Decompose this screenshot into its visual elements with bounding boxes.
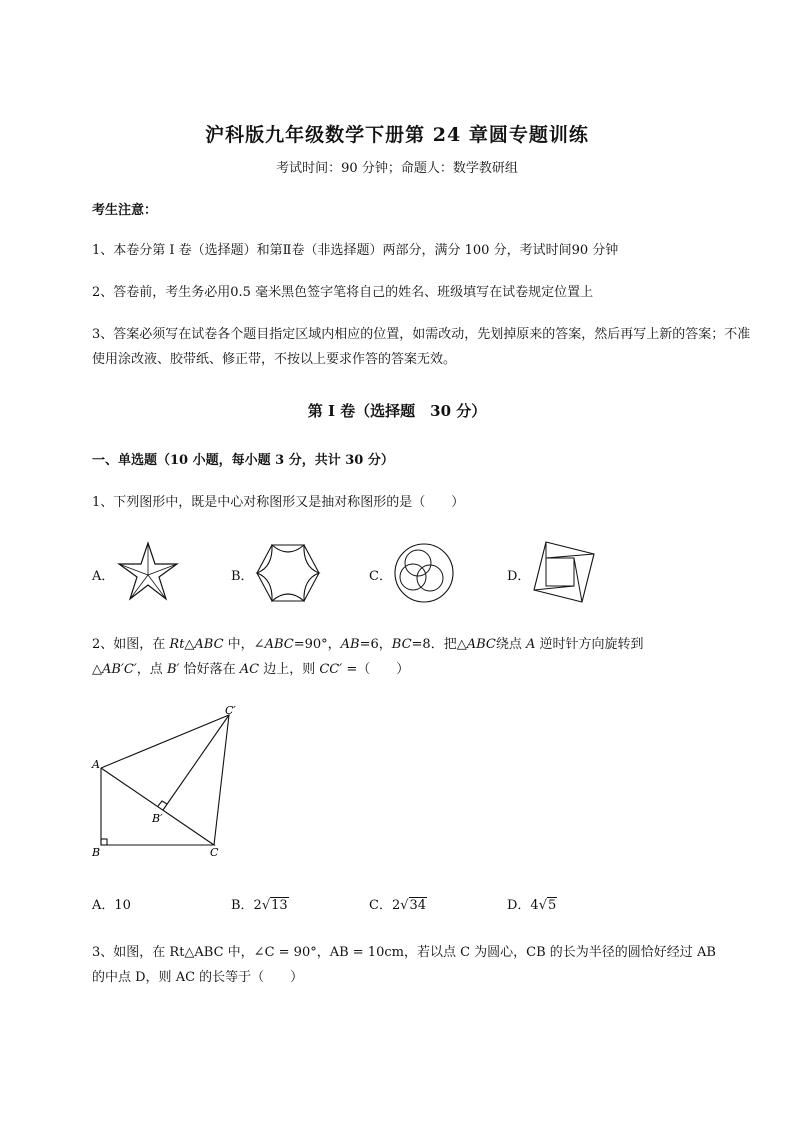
question-1-stem: 1、下列图形中，既是中心对称图形又是抽对称图形的是（ ） [92, 495, 465, 510]
star-figure [116, 541, 180, 605]
circles-figure [392, 541, 456, 605]
rotation-triangle-figure [84, 700, 254, 865]
q1-option-c-label: C． [369, 569, 392, 584]
q1-option-d-label: D． [507, 569, 531, 584]
notice-heading: 考生注意： [92, 203, 158, 218]
point-c-label: C [210, 846, 219, 859]
page-subtitle: 考试时间：90 分钟；命题人：数学教研组 [276, 161, 518, 176]
point-b-label: B [92, 846, 101, 859]
point-a-label: A [92, 758, 100, 771]
sqrt-icon: √ [261, 898, 271, 913]
question-2-line-1: 2、如图，在 Rt△ABC 中，∠ABC=90°，AB=6，BC=8．把△ABC绕点 A 逆时针方向旋转到 [92, 637, 644, 652]
sqrt-icon: √ [538, 898, 547, 913]
part-title: 一、单选题（10 小题，每小题 3 分，共计 30 分） [92, 453, 394, 468]
sqrt-icon: √ [400, 898, 409, 913]
q2-option-c: C．2√34 [369, 898, 427, 913]
question-3-line-1: 3、如图，在 Rt△ABC 中，∠C = 90°，AB = 10cm，若以点 C 为圆心，CB 的长为半径的圆恰好经过 AB [92, 945, 716, 960]
section-title: 第 I 卷（选择题 30 分） [307, 402, 487, 420]
question-2-line-2: △AB′C′，点 B′ 恰好落在 AC 边上，则 CC′ =（ ） [92, 662, 410, 677]
q2-option-a: A．10 [92, 898, 131, 913]
notice-item-3: 3、答案必须写在试卷各个题目指定区域内相应的位置，如需改动，先划掉原来的答案，然后再写上新的答案；不准使用涂改液、胶带纸、修正带，不按以上要求作答的答案无效。 [92, 327, 751, 367]
point-b-prime-label: B′ [152, 812, 163, 825]
pythagoras-square-figure [530, 540, 596, 606]
question-3-line-2: 的中点 D，则 AC 的长等于（ ） [92, 970, 304, 985]
q1-option-a-label: A． [92, 569, 115, 584]
q2-option-d: D．4√5 [507, 898, 557, 913]
q2-option-b: B．2√13 [231, 898, 288, 913]
hexagon-figure [255, 543, 321, 603]
notice-item-1: 1、本卷分第 I 卷（选择题）和第Ⅱ卷（非选择题）两部分，满分 100 分，考试时间90 分钟 [92, 243, 619, 258]
q1-option-b-label: B． [231, 569, 254, 584]
point-c-prime-label: C′ [225, 704, 236, 717]
page-title: 沪科版九年级数学下册第 24 章圆专题训练 [205, 124, 589, 146]
notice-item-2: 2、答卷前，考生务必用0.5 毫米黑色签字笔将自己的姓名、班级填写在试卷规定位置上 [92, 285, 594, 300]
